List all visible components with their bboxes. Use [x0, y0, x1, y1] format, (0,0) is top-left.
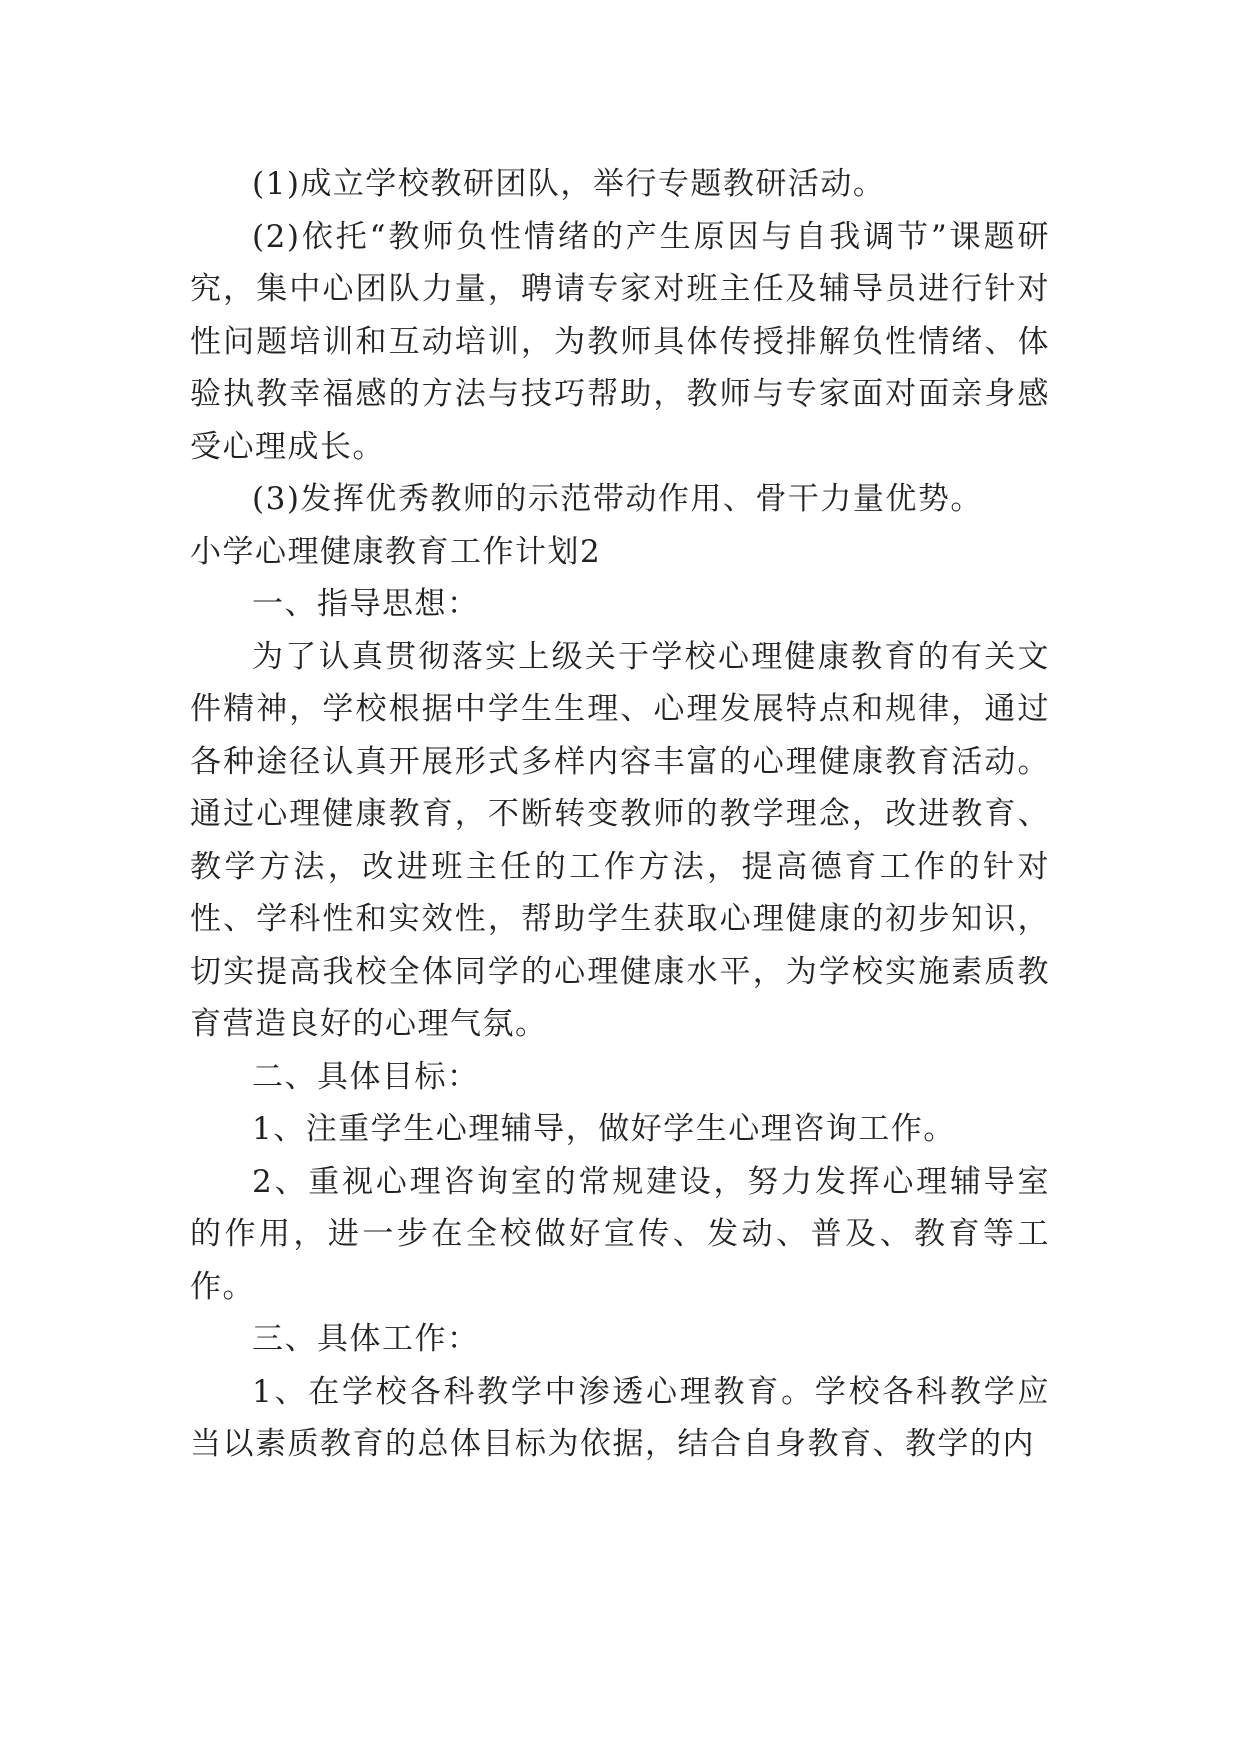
paragraph-item-1: (1)成立学校教研团队，举行专题教研活动。 [252, 166, 886, 202]
paragraph-item-3: (3)发挥优秀教师的示范带动作用、骨干力量优势。 [252, 481, 983, 517]
goal-item-1: 1、注重学生心理辅导，做好学生心理咨询工作。 [252, 1111, 956, 1147]
paragraph-item-2: (2)依托“教师负性情绪的产生原因与自我调节”课题研究，集中心团队力量，聘请专家对班主任及辅导员进行针对性问题培训和互动培训，为教师具体传授排解负性情绪、体验执教幸福感的方法与技巧帮助，教师与专家面对面亲身感受心理成长。 [190, 218, 1050, 465]
section-title: 小学心理健康教育工作计划2 [190, 533, 602, 570]
section-heading-specific-goals: 二、具体目标： [252, 1058, 480, 1095]
document-body [190, 158, 1050, 1471]
goal-item-2: 2、重视心理咨询室的常规建设，努力发挥心理辅导室的作用，进一步在全校做好宣传、发动、普及、教育等工作。 [190, 1163, 1050, 1305]
section-heading-guiding-thought: 一、指导思想： [252, 586, 480, 622]
paragraph-guiding-thought: 为了认真贯彻落实上级关于学校心理健康教育的有关文件精神，学校根据中学生生理、心理发展特点和规律，通过各种途径认真开展形式多样内容丰富的心理健康教育活动。通过心理健康教育，不断转变教师的教学理念，改进教育、教学方法，改进班主任的工作方法，提高德育工作的针对性、学科性和实效性，帮助学生获取心理健康的初步知识，切实提高我校全体同学的心理健康水平，为学校实施素质教育营造良好的心理气氛。 [190, 638, 1050, 1042]
work-item-1: 1、在学校各科教学中渗透心理教育。学校各科教学应当以素质教育的总体目标为依据，结合自身教育、教学的内 [190, 1373, 1050, 1462]
section-heading-specific-work: 三、具体工作： [252, 1321, 480, 1357]
